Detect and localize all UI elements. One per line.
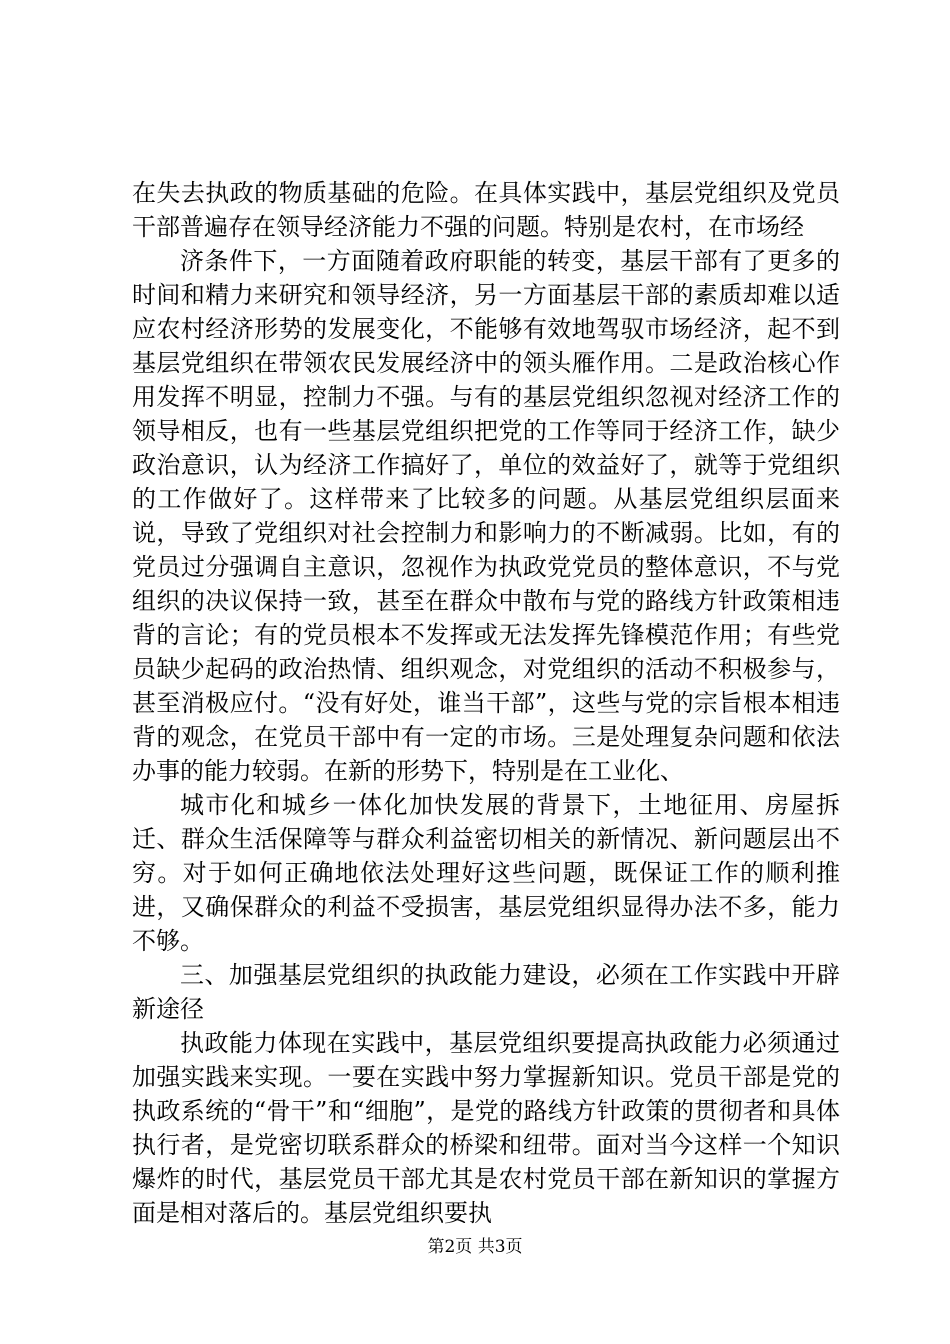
paragraph-1: 在失去执政的物质基础的危险。在具体实践中，基层党组织及党员干部普遍存在领导经济能力不强的问题。特别是农村，在市场经 <box>132 179 840 241</box>
paragraph-2: 济条件下，一方面随着政府职能的转变，基层干部有了更多的时间和精力来研究和领导经济，另一方面基层干部的素质却难以适应农村经济形势的发展变化，不能够有效地驾驭市场经济，起不到基层党组织在带领农民发展经济中的领头雁作用。二是政治核心作用发挥不明显，控制力不强。与有的基层党组织忽视对经济工作的领导相反，也有一些基层党组织把党的工作等同于经济工作，缺少政治意识，认为经济工作搞好了，单位的效益好了，就等于党组织的工作做好了。这样带来了比较多的问题。从基层党组织层面来说，导致了党组织对社会控制力和影响力的不断减弱。比如，有的党员过分强调自主意识，忽视作为执政党党员的整体意识，不与党组织的决议保持一致，甚至在群众中散布与党的路线方针政策相违背的言论；有的党员根本不发挥或无法发挥先锋模范作用；有些党员缺少起码的政治热情、组织观念，对党组织的活动不积极参与，甚至消极应付。“没有好处，谁当干部”，这些与党的宗旨根本相违背的观念，在党员干部中有一定的市场。三是处理复杂问题和依法办事的能力较弱。在新的形势下，特别是在工业化、 <box>132 247 840 785</box>
document-body <box>132 176 840 1230</box>
paragraph-4: 执政能力体现在实践中，基层党组织要提高执政能力必须通过加强实践来实现。一要在实践中努力掌握新知识。党员干部是党的执政系统的“骨干”和“细胞”，是党的路线方针政策的贯彻者和具体执行者，是党密切联系群众的桥梁和纽带。面对当今这样一个知识爆炸的时代，基层党员干部尤其是农村党员干部在新知识的掌握方面是相对落后的。基层党组织要执 <box>132 1029 840 1227</box>
page-number-footer: 第2页 共3页 <box>427 1237 523 1257</box>
section-heading: 三、加强基层党组织的执政能力建设，必须在工作实践中开辟新途径 <box>132 961 840 1023</box>
paragraph-3: 城市化和城乡一体化加快发展的背景下，土地征用、房屋拆迁、群众生活保障等与群众利益密切相关的新情况、新问题层出不穷。对于如何正确地依法处理好这些问题，既保证工作的顺利推进，又确保群众的利益不受损害，基层党组织显得办法不多，能力不够。 <box>132 791 840 955</box>
